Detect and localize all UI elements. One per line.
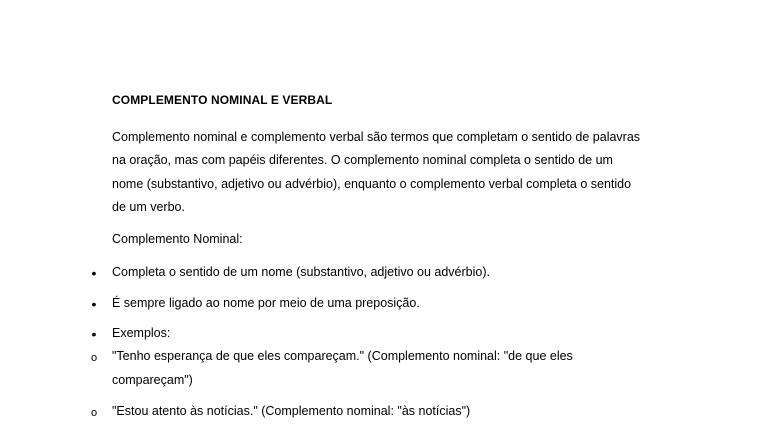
- bullet-icon: •: [91, 265, 97, 281]
- document-title: COMPLEMENTO NOMINAL E VERBAL: [112, 93, 333, 107]
- sub-list-item-text: "Estou atento às notícias." (Complemento nominal: "às notícias"): [112, 404, 471, 418]
- sub-list-item-text: "Tenho esperança de que eles compareçam." (Complemento nominal: "de que eles: [112, 349, 573, 363]
- list-item: [0, 265, 784, 285]
- section-label: Complemento Nominal:: [112, 232, 243, 246]
- bullet-icon: •: [91, 296, 97, 312]
- sub-list-item: [0, 349, 784, 397]
- sub-list-item: [0, 404, 784, 424]
- list-item: [0, 326, 784, 346]
- intro-line: nome (substantivo, adjetivo ou advérbio), enquanto o complemento verbal completa o sentido: [112, 176, 632, 191]
- intro-paragraph: [112, 126, 682, 219]
- list-item-text: Completa o sentido de um nome (substantivo, adjetivo ou advérbio).: [112, 265, 490, 279]
- list-item-text: Exemplos:: [112, 326, 171, 340]
- bullet-icon: •: [91, 326, 97, 342]
- circle-bullet-icon: o: [90, 407, 98, 419]
- list-item-text: É sempre ligado ao nome por meio de uma preposição.: [112, 296, 420, 310]
- sub-list-item-text-continued: compareçam"): [112, 373, 193, 387]
- intro-line: de um verbo.: [112, 199, 185, 214]
- intro-line: Complemento nominal e complemento verbal são termos que completam o sentido de palavras: [112, 130, 641, 144]
- list-item: [0, 296, 784, 316]
- circle-bullet-icon: o: [90, 352, 98, 364]
- intro-line: na oração, mas com papéis diferentes. O complemento nominal completa o sentido de um: [112, 153, 613, 168]
